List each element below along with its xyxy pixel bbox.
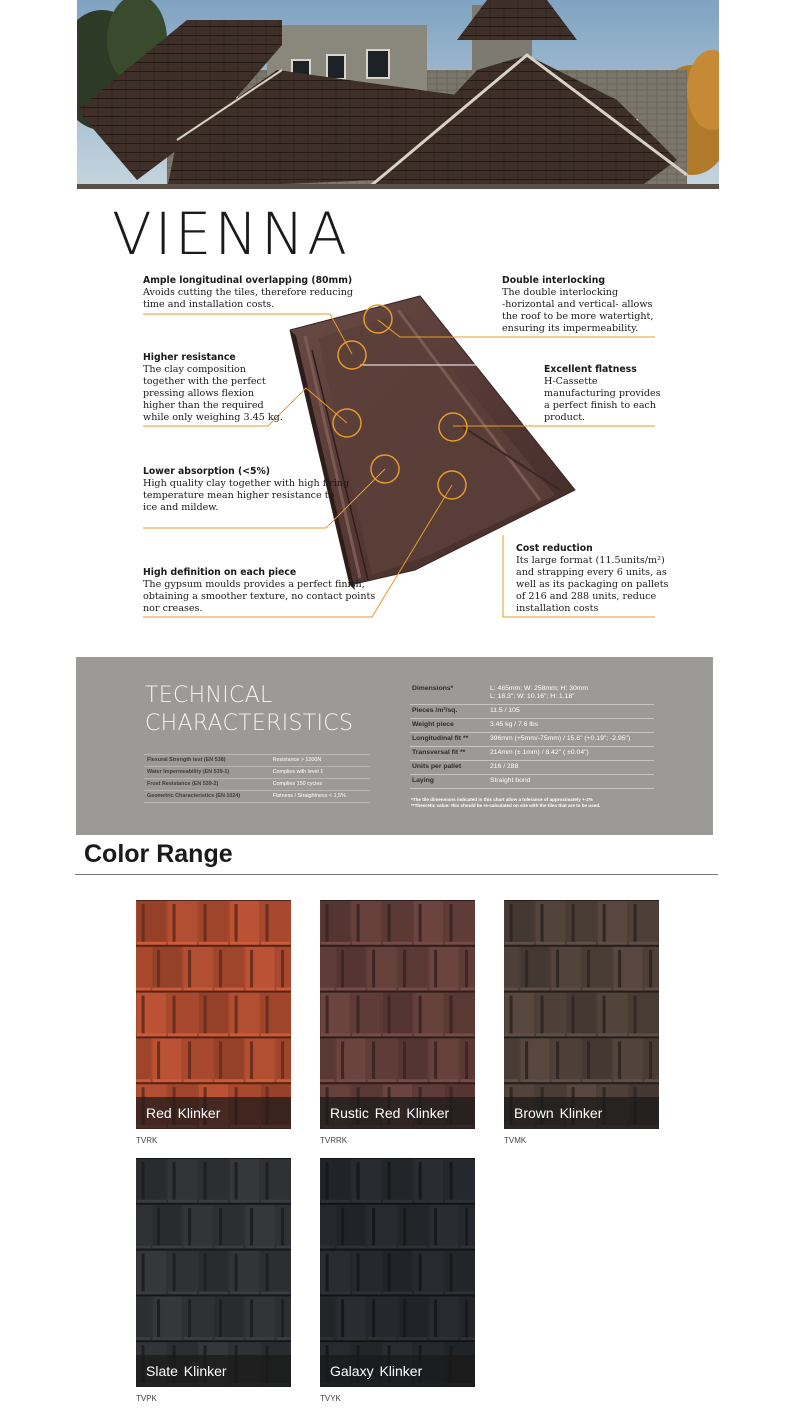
test-name: Geometric Characteristics (EN 1024) [144, 791, 270, 803]
swatch-galaxy-klinker[interactable] [320, 1158, 475, 1387]
spec-name: Laying [410, 775, 488, 789]
feature-text: Avoids cutting the tiles, therefore reducing [143, 287, 354, 298]
table-row [410, 733, 654, 747]
feature-text: installation costs [516, 603, 599, 614]
spec-value: 214mm (± 1mm) / 8.42" ( ±0.04") [488, 747, 654, 761]
feature-overlapping [143, 275, 353, 311]
feature-flatness [544, 364, 661, 424]
tile-texture [504, 900, 659, 1129]
swatch-code: TVYK [320, 1394, 341, 1403]
swatch-code: TVRK [136, 1136, 158, 1145]
spec-value: 216 / 288 [488, 761, 654, 775]
table-row [410, 683, 654, 705]
spec-name: Dimensions* [410, 683, 488, 705]
table-row [410, 747, 654, 761]
swatch-code: TVPK [136, 1394, 157, 1403]
feature-text: together with the perfect [143, 376, 266, 387]
swatch-label: Rustic Red Klinker [320, 1097, 475, 1129]
feature-title: Cost reduction [516, 543, 593, 554]
feature-text: H-Cassette [544, 376, 598, 387]
table-row [410, 761, 654, 775]
test-value: Resistance > 1200N [270, 755, 370, 767]
spec-value: 3.45 kg / 7.6 lbs [488, 719, 654, 733]
feature-title: Excellent flatness [544, 364, 637, 375]
color-range-heading: Color Range [84, 840, 233, 868]
table-row [144, 791, 370, 803]
spec-name: Units per pallet [410, 761, 488, 775]
technical-heading-line1: TECHNICAL [145, 683, 273, 708]
test-name: Frost Resistance (EN 539-2) [144, 779, 270, 791]
test-name: Flexural Strength test (EN 538) [144, 755, 270, 767]
swatch-brown-klinker[interactable] [504, 900, 659, 1129]
table-row [144, 779, 370, 791]
tests-table [144, 754, 370, 803]
swatch-code: TVMK [504, 1136, 527, 1145]
feature-title: Ample longitudinal overlapping (80mm) [143, 275, 353, 286]
swatch-label: Slate Klinker [136, 1355, 291, 1387]
swatch-rustic-red-klinker[interactable] [320, 900, 475, 1129]
feature-text: pressing allows flexion [143, 388, 255, 399]
feature-text: of 216 and 288 units, reduce [516, 591, 657, 602]
tile-texture [136, 900, 291, 1129]
feature-text: ensuring its impermeability. [502, 323, 639, 334]
feature-resistance [143, 352, 283, 424]
feature-text: -horizontal and vertical- allows [502, 299, 653, 310]
swatch-label: Brown Klinker [504, 1097, 659, 1129]
swatch-code: TVRRK [320, 1136, 348, 1145]
feature-title: Double interlocking [502, 275, 605, 286]
table-row [144, 755, 370, 767]
feature-title: Higher resistance [143, 352, 236, 363]
feature-text: product. [544, 412, 586, 423]
feature-text: temperature mean higher resistance to [143, 490, 335, 501]
spec-value: 396mm (+5mm/-75mm) / 15.6" (+0.19"; -2.95") [488, 733, 654, 747]
spec-name: Transversal fit ** [410, 747, 488, 761]
feature-text: a perfect finish to each [544, 400, 657, 411]
feature-text: High quality clay together with high firing [143, 478, 350, 489]
feature-text: The gypsum moulds provides a perfect finish, [143, 579, 365, 590]
feature-text: The double interlocking [502, 287, 619, 298]
feature-text: well as its packaging on pallets [516, 579, 669, 590]
table-row [410, 719, 654, 733]
swatch-label: Red Klinker [136, 1097, 291, 1129]
product-title: VIENNA [112, 200, 350, 268]
test-value: Complies with level 1 [270, 767, 370, 779]
spec-name: Pieces /m²/sq. [410, 705, 488, 719]
table-row [144, 767, 370, 779]
test-value: Flatness / Straightness < 1,5% [270, 791, 370, 803]
test-name: Water Impermeability (EN 539-1) [144, 767, 270, 779]
feature-title: High definition on each piece [143, 567, 297, 578]
feature-text: the roof to be more watertight, [502, 311, 654, 322]
spec-footnote: **Theoretic value: this should be re-calculated on site with the tiles that are to be used. [411, 803, 601, 808]
spec-value-imperial: L: 18.3"; W: 10.16"; H: 1.18" [490, 693, 575, 700]
feature-text: obtaining a smoother texture, no contact points [143, 591, 376, 602]
feature-text: nor creases. [143, 603, 203, 614]
spec-value-metric: L: 465mm; W: 258mm; H: 30mm [490, 685, 589, 692]
swatch-red-klinker[interactable] [136, 900, 291, 1129]
feature-interlocking [502, 275, 653, 335]
swatch-slate-klinker[interactable] [136, 1158, 291, 1387]
feature-text: Its large format (11.5units/m²) [516, 555, 665, 566]
feature-text: manufacturing provides [544, 388, 661, 399]
divider [75, 874, 718, 875]
feature-text: The clay composition [143, 364, 246, 375]
spec-value: 11.5 / 105 [488, 705, 654, 719]
test-value: Complies 150 cycles [270, 779, 370, 791]
feature-text: higher than the required [143, 400, 264, 411]
spec-value [488, 683, 654, 705]
technical-heading [145, 682, 353, 738]
spec-name: Longitudinal fit ** [410, 733, 488, 747]
tile-texture [136, 1158, 291, 1387]
feature-text: while only weighing 3.45 kg. [143, 412, 283, 423]
feature-text: ice and mildew. [143, 502, 219, 513]
feature-definition [143, 567, 375, 615]
spec-footnotes [411, 797, 600, 809]
spec-footnote: *The tile dimensions indicated in this chart allow a tolerance of approximately +-2% [411, 797, 593, 802]
feature-cost [516, 543, 668, 615]
technical-heading-line2: CHARACTERISTICS [145, 711, 354, 736]
specs-table [410, 683, 654, 789]
tile-texture [320, 1158, 475, 1387]
hero-photo [77, 0, 719, 189]
table-row [410, 705, 654, 719]
spec-name: Weight piece [410, 719, 488, 733]
spec-value: Straight bond [488, 775, 654, 789]
feature-text: time and installation costs. [143, 299, 275, 310]
feature-absorption [143, 466, 349, 514]
table-row [410, 775, 654, 789]
feature-title: Lower absorption (<5%) [143, 466, 271, 477]
tile-texture [320, 900, 475, 1129]
swatch-label: Galaxy Klinker [320, 1355, 475, 1387]
feature-text: and strapping every 6 units, as [516, 567, 667, 578]
